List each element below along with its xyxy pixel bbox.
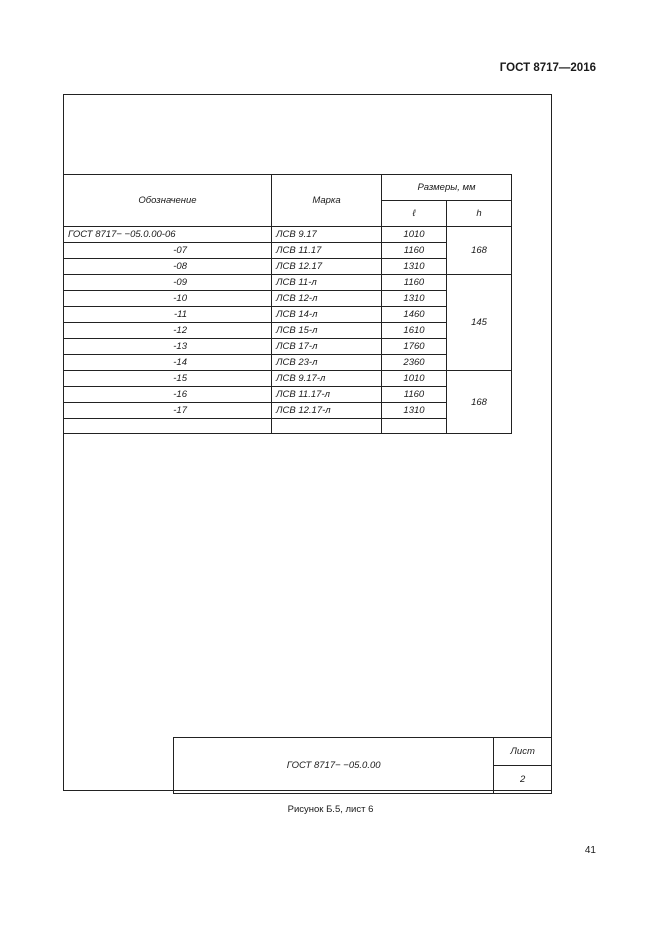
height-group-cell: 168 xyxy=(447,371,512,434)
brand-cell: ЛСВ 12.17-л xyxy=(272,403,382,419)
length-cell: 1310 xyxy=(382,259,447,275)
brand-cell: ЛСВ 9.17-л xyxy=(272,371,382,387)
table-row xyxy=(64,227,512,243)
designation-cell: -09 xyxy=(64,275,272,291)
sheet-number: 2 xyxy=(494,766,552,794)
sheet-label: Лист xyxy=(494,738,552,766)
header-length: ℓ xyxy=(382,201,447,227)
table-row xyxy=(64,355,512,371)
height-group-cell: 168 xyxy=(447,227,512,275)
brand-cell: ЛСВ 12.17 xyxy=(272,259,382,275)
document-code: ГОСТ 8717—2016 xyxy=(499,62,596,74)
table-row xyxy=(64,339,512,355)
table-row-empty xyxy=(64,419,512,434)
designation-cell xyxy=(64,419,272,434)
table-row xyxy=(64,291,512,307)
title-block-designation: ГОСТ 8717− −05.0.00 xyxy=(174,738,494,794)
length-cell: 2360 xyxy=(382,355,447,371)
designation-cell: -08 xyxy=(64,259,272,275)
table-row xyxy=(64,259,512,275)
title-block xyxy=(173,737,552,794)
length-cell: 1160 xyxy=(382,387,447,403)
designation-cell: -15 xyxy=(64,371,272,387)
designation-cell: -13 xyxy=(64,339,272,355)
brand-cell: ЛСВ 11-л xyxy=(272,275,382,291)
length-cell: 1310 xyxy=(382,291,447,307)
brand-cell: ЛСВ 11.17 xyxy=(272,243,382,259)
brand-cell: ЛСВ 9.17 xyxy=(272,227,382,243)
brand-cell: ЛСВ 17-л xyxy=(272,339,382,355)
table-row xyxy=(64,323,512,339)
designation-cell: ГОСТ 8717− −05.0.00-06 xyxy=(64,227,272,243)
length-cell: 1310 xyxy=(382,403,447,419)
designation-cell: -07 xyxy=(64,243,272,259)
designation-cell: -14 xyxy=(64,355,272,371)
page-number: 41 xyxy=(584,845,596,856)
designation-cell: -16 xyxy=(64,387,272,403)
figure-caption: Рисунок Б.5, лист 6 xyxy=(287,804,374,815)
length-cell: 1010 xyxy=(382,227,447,243)
header-row xyxy=(64,175,512,201)
specification-table xyxy=(63,174,512,434)
table-row xyxy=(64,403,512,419)
length-cell: 1610 xyxy=(382,323,447,339)
header-height: h xyxy=(447,201,512,227)
length-cell: 1010 xyxy=(382,371,447,387)
length-cell: 1460 xyxy=(382,307,447,323)
length-cell: 1760 xyxy=(382,339,447,355)
designation-cell: -11 xyxy=(64,307,272,323)
brand-cell xyxy=(272,419,382,434)
brand-cell: ЛСВ 15-л xyxy=(272,323,382,339)
brand-cell: ЛСВ 23-л xyxy=(272,355,382,371)
header-designation: Обозначение xyxy=(64,175,272,227)
table-row xyxy=(64,275,512,291)
length-cell: 1160 xyxy=(382,275,447,291)
table-row xyxy=(64,243,512,259)
brand-cell: ЛСВ 14-л xyxy=(272,307,382,323)
table-row xyxy=(64,371,512,387)
table-row xyxy=(64,307,512,323)
length-cell xyxy=(382,419,447,434)
length-cell: 1160 xyxy=(382,243,447,259)
designation-cell: -17 xyxy=(64,403,272,419)
header-dimensions: Размеры, мм xyxy=(382,175,512,201)
brand-cell: ЛСВ 12-л xyxy=(272,291,382,307)
designation-cell: -12 xyxy=(64,323,272,339)
height-group-cell: 145 xyxy=(447,275,512,371)
brand-cell: ЛСВ 11.17-л xyxy=(272,387,382,403)
header-brand: Марка xyxy=(272,175,382,227)
designation-cell: -10 xyxy=(64,291,272,307)
table-row xyxy=(64,387,512,403)
